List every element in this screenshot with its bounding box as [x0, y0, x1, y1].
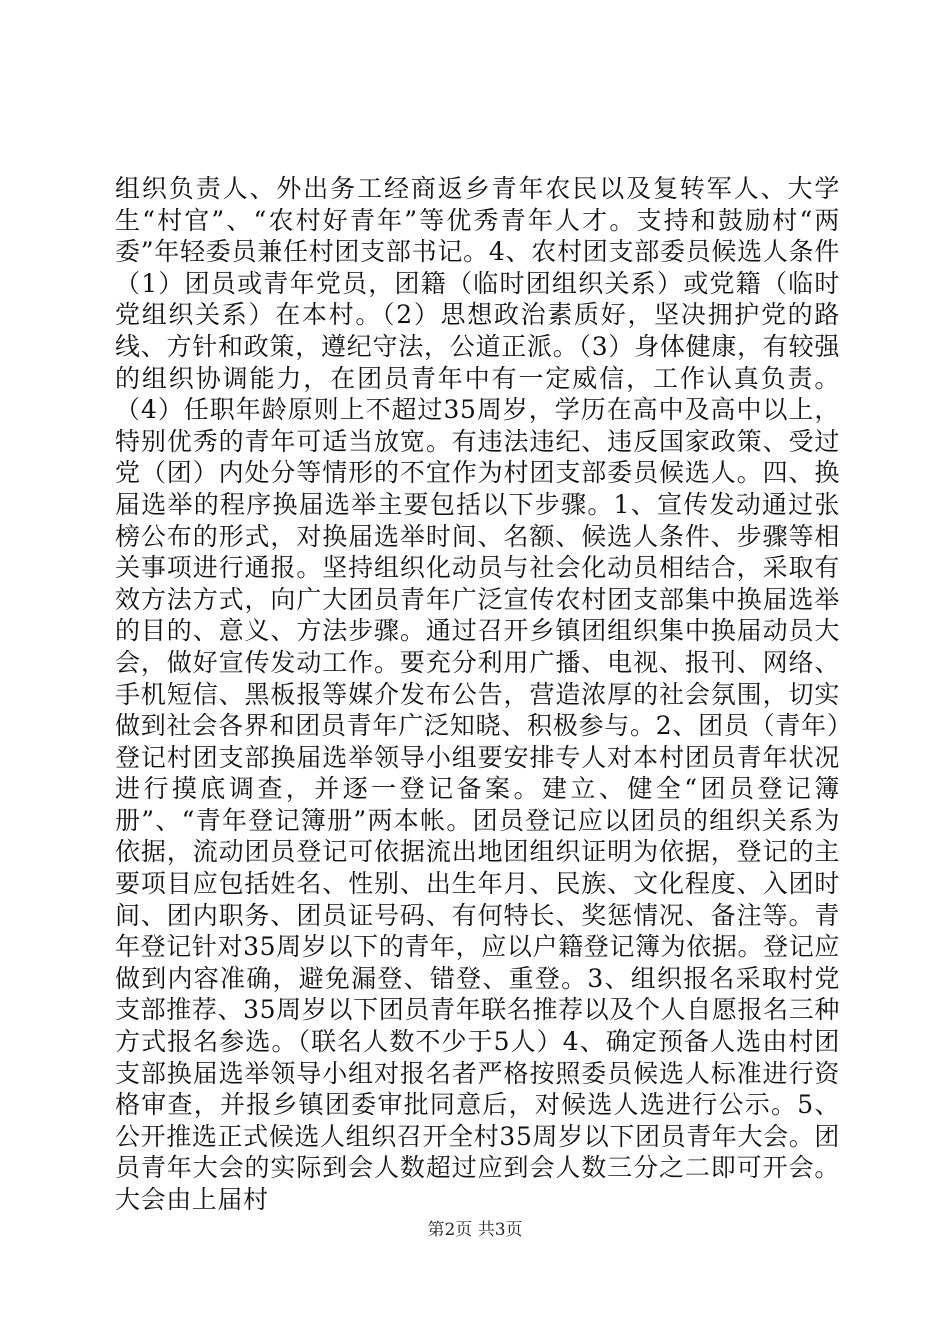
body-paragraph: 组织负责人、外出务工经商返乡青年农民以及复转军人、大学生“村官”、“农村好青年”等优秀青年人才。支持和鼓励村“两委”年轻委员兼任村团支部书记。4、农村团支部委员候选人条件（1）团员或青年党员，团籍（临时团组织关系）或党籍（临时党组织关系）在本村。（2）思想政治素质好，坚决拥护党的路线、方针和政策，遵纪守法，公道正派。（3）身体健康，有较强的组织协调能力，在团员青年中有一定威信，工作认真负责。（4）任职年龄原则上不超过35周岁，学历在高中及高中以上，特别优秀的青年可适当放宽。有违法违纪、违反国家政策、受过党（团）内处分等情形的不宜作为村团支部委员候选人。四、换届选举的程序换届选举主要包括以下步骤。1、宣传发动通过张榜公布的形式，对换届选举时间、名额、候选人条件、步骤等相关事项进行通报。坚持组织化动员与社会化动员相结合，采取有效方法方式，向广大团员青年广泛宣传农村团支部集中换届选举的目的、意义、方法步骤。通过召开乡镇团组织集中换届动员大会，做好宣传发动工作。要充分利用广播、电视、报刊、网络、手机短信、黑板报等媒介发布公告，营造浓厚的社会氛围，切实做到社会各界和团员青年广泛知晓、积极参与。2、团员（青年）登记村团支部换届选举领导小组要安排专人对本村团员青年状况进行摸底调查，并逐一登记备案。建立、健全“团员登记簿册”、“青年登记簿册”两本帐。团员登记应以团员的组织关系为依据，流动团员登记可依据流出地团组织证明为依据，登记的主要项目应包括姓名、性别、出生年月、民族、文化程度、入团时间、团内职务、团员证号码、有何特长、奖惩情况、备注等。青年登记针对35周岁以下的青年，应以户籍登记簿为依据。登记应做到内容准确，避免漏登、错登、重登。3、组织报名采取村党支部推荐、35周岁以下团员青年联名推荐以及个人自愿报名三种方式报名参选。（联名人数不少于5人）4、确定预备人选由村团支部换届选举领导小组对报名者严格按照委员候选人标准进行资格审查，并报乡镇团委审批同意后，对候选人选进行公示。5、公开推选正式候选人组织召开全村35周岁以下团员青年大会。团员青年大会的实际到会人数超过应到会人数三分之二即可开会。大会由上届村 [115, 174, 840, 1214]
page-number-footer: 第2页 共3页 [427, 1220, 523, 1240]
